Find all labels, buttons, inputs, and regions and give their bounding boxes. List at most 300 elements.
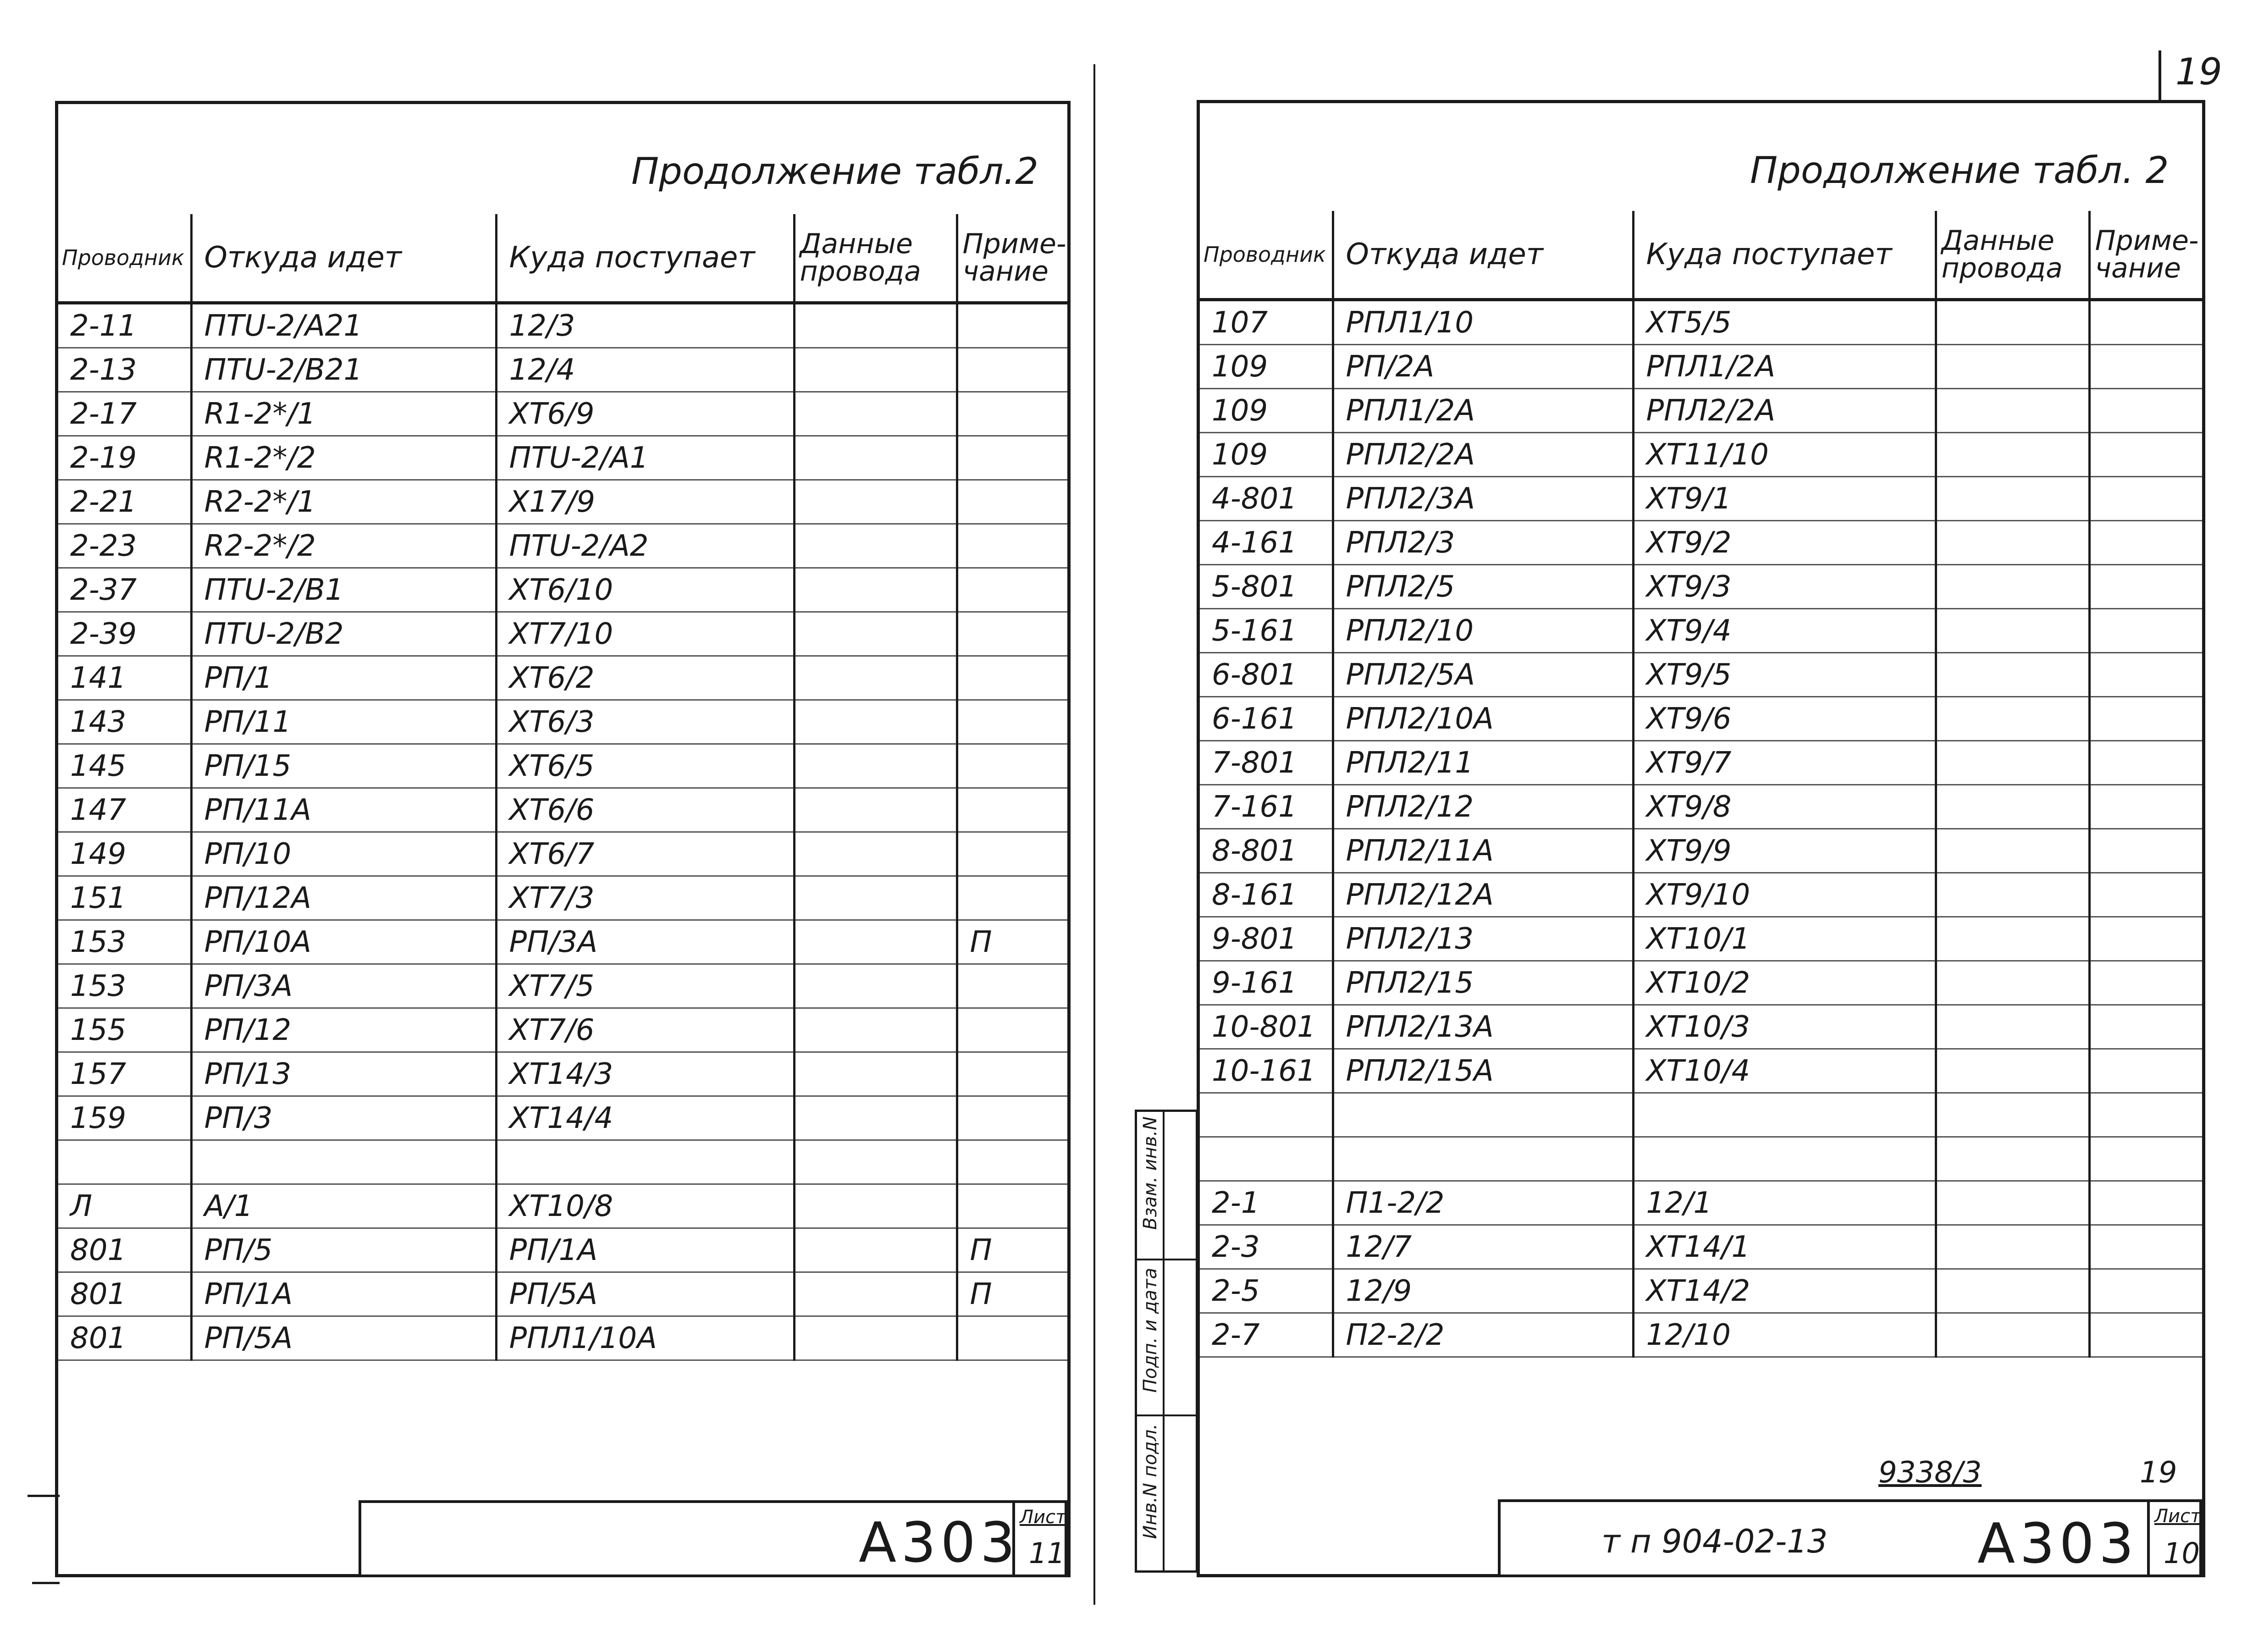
table-row <box>1200 1313 2202 1357</box>
cell-conductor: 2-3 <box>1200 1225 1333 1269</box>
cell-note <box>957 876 1067 920</box>
cell-conductor: 159 <box>58 1096 191 1140</box>
right-stamp-code: А303 <box>1977 1512 2139 1576</box>
table-row <box>1200 741 2202 785</box>
cell-from: ПТU-2/В2 <box>191 612 496 656</box>
cell-to: ХТ10/1 <box>1633 917 1936 961</box>
cell-note <box>2089 1181 2202 1225</box>
left-stamp-code: А303 <box>859 1511 1020 1575</box>
table-row <box>58 1184 1067 1228</box>
cell-to: 12/1 <box>1633 1181 1936 1225</box>
table-row <box>1200 785 2202 829</box>
table-row <box>58 1008 1067 1052</box>
margin-label-signature: Подп. и дата <box>1140 1268 1161 1393</box>
margin-divider <box>1137 1414 1196 1416</box>
cell-conductor: 2-5 <box>1200 1269 1333 1313</box>
cell-from: РП/3А <box>191 964 496 1008</box>
cell-conductor: 155 <box>58 1008 191 1052</box>
cell-note <box>957 348 1067 392</box>
cell-conductor: 801 <box>58 1272 191 1316</box>
table-row <box>58 1052 1067 1096</box>
table-row <box>58 348 1067 392</box>
cell-to: ПТU-2/А2 <box>496 524 794 568</box>
fold-line <box>1093 64 1095 1605</box>
table-row <box>58 480 1067 524</box>
cell-to: ХТ14/1 <box>1633 1225 1936 1269</box>
cell-note <box>957 480 1067 524</box>
cell-from: П1-2/2 <box>1333 1181 1633 1225</box>
cell-from: РПЛ2/15 <box>1333 961 1633 1005</box>
left-sheet-label: Лист <box>1020 1507 1066 1528</box>
cell-note <box>2089 829 2202 873</box>
table-header-row <box>58 214 1067 303</box>
cell-to: ХТ10/3 <box>1633 1005 1936 1049</box>
cell-conductor: 2-21 <box>58 480 191 524</box>
cell-wire-data <box>794 920 957 964</box>
cell-wire-data <box>794 392 957 436</box>
cell-to <box>1633 1137 1936 1181</box>
cell-conductor: 153 <box>58 964 191 1008</box>
cell-from: РП/1А <box>191 1272 496 1316</box>
cell-wire-data <box>794 303 957 348</box>
cell-note: П <box>957 1272 1067 1316</box>
table-row <box>1200 609 2202 653</box>
table-row <box>1200 873 2202 917</box>
table-row <box>1200 697 2202 741</box>
cell-conductor: 7-801 <box>1200 741 1333 785</box>
project-number: т п 904-02-13 <box>1601 1523 1828 1560</box>
cell-wire-data <box>794 568 957 612</box>
header-from: Откуда идет <box>191 214 496 303</box>
cell-to: ХТ14/4 <box>496 1096 794 1140</box>
table-row <box>58 1272 1067 1316</box>
cell-wire-data <box>794 1052 957 1096</box>
cell-from: РПЛ2/3А <box>1333 477 1633 521</box>
cell-from: РП/15 <box>191 744 496 788</box>
cell-wire-data <box>1936 1225 2089 1269</box>
cell-from: РПЛ2/10 <box>1333 609 1633 653</box>
cell-note <box>957 612 1067 656</box>
cell-wire-data <box>1936 345 2089 389</box>
cell-from: ПТU-2/В21 <box>191 348 496 392</box>
cell-conductor: 2-39 <box>58 612 191 656</box>
table-row <box>58 1096 1067 1140</box>
margin-tick <box>32 1582 60 1584</box>
cell-conductor: 109 <box>1200 345 1333 389</box>
cell-from: РП/3 <box>191 1096 496 1140</box>
cell-wire-data <box>1936 1005 2089 1049</box>
cell-from: РП/2А <box>1333 345 1633 389</box>
cell-conductor: 7-161 <box>1200 785 1333 829</box>
cell-from: РПЛ1/2А <box>1333 389 1633 433</box>
left-wire-table <box>58 214 1067 1361</box>
cell-to: РП/5А <box>496 1272 794 1316</box>
cell-note <box>2089 697 2202 741</box>
cell-wire-data <box>1936 1269 2089 1313</box>
table-row <box>58 1228 1067 1272</box>
cell-to: ХТ9/9 <box>1633 829 1936 873</box>
table-row <box>58 1140 1067 1184</box>
cell-to: 12/4 <box>496 348 794 392</box>
table-row <box>1200 1005 2202 1049</box>
cell-note <box>2089 961 2202 1005</box>
right-sheet-label: Лист <box>2154 1506 2201 1527</box>
cell-conductor: 10-161 <box>1200 1049 1333 1093</box>
cell-note <box>2089 565 2202 609</box>
cell-note <box>2089 300 2202 345</box>
cell-wire-data <box>1936 697 2089 741</box>
cell-note <box>957 524 1067 568</box>
table-row <box>1200 565 2202 609</box>
right-table-body <box>1200 300 2202 1357</box>
cell-wire-data <box>1936 1137 2089 1181</box>
cell-from: РП/10 <box>191 832 496 876</box>
cell-conductor: 2-19 <box>58 436 191 480</box>
cell-from: РПЛ2/13А <box>1333 1005 1633 1049</box>
header-conductor: Проводник <box>1200 211 1333 300</box>
cell-conductor: 2-1 <box>1200 1181 1333 1225</box>
cell-note <box>957 1184 1067 1228</box>
cell-from: R1-2*/2 <box>191 436 496 480</box>
page-number-rule <box>2159 50 2161 101</box>
cell-conductor: 8-801 <box>1200 829 1333 873</box>
cell-note <box>2089 389 2202 433</box>
cell-to: ХТ9/8 <box>1633 785 1936 829</box>
cell-note <box>2089 345 2202 389</box>
cell-wire-data <box>794 480 957 524</box>
cell-wire-data <box>1936 1049 2089 1093</box>
cell-to: ХТ14/2 <box>1633 1269 1936 1313</box>
right-table-title: Продолжение табл. 2 <box>1750 149 2169 192</box>
cell-wire-data <box>1936 433 2089 477</box>
left-sheet <box>55 101 1071 1577</box>
cell-conductor: 9-161 <box>1200 961 1333 1005</box>
cell-conductor: 151 <box>58 876 191 920</box>
left-sheet-number: 11 <box>1029 1536 1065 1570</box>
right-sheet-box <box>2147 1502 2202 1575</box>
cell-from: РП/11 <box>191 700 496 744</box>
cell-wire-data <box>1936 477 2089 521</box>
cell-note <box>2089 741 2202 785</box>
cell-wire-data <box>794 964 957 1008</box>
cell-from: РПЛ2/5А <box>1333 653 1633 697</box>
cell-conductor: 147 <box>58 788 191 832</box>
cell-wire-data <box>794 876 957 920</box>
table-row <box>1200 389 2202 433</box>
cell-wire-data <box>794 524 957 568</box>
cell-wire-data <box>794 1184 957 1228</box>
cell-note <box>957 1052 1067 1096</box>
cell-from: РП/12А <box>191 876 496 920</box>
cell-note <box>957 656 1067 700</box>
cell-to: ХТ9/4 <box>1633 609 1936 653</box>
table-row <box>1200 477 2202 521</box>
cell-note <box>2089 1225 2202 1269</box>
cell-wire-data <box>1936 521 2089 565</box>
cell-wire-data <box>1936 1181 2089 1225</box>
table-row <box>58 876 1067 920</box>
cell-wire-data <box>794 744 957 788</box>
cell-from <box>1333 1093 1633 1137</box>
table-row <box>1200 653 2202 697</box>
cell-conductor: 9-801 <box>1200 917 1333 961</box>
doc-sheet: 19 <box>2140 1456 2177 1490</box>
cell-to: ХТ9/5 <box>1633 653 1936 697</box>
cell-note <box>2089 609 2202 653</box>
cell-wire-data <box>1936 829 2089 873</box>
table-row <box>1200 1225 2202 1269</box>
cell-conductor: 145 <box>58 744 191 788</box>
cell-to: ХТ9/10 <box>1633 873 1936 917</box>
cell-wire-data <box>1936 917 2089 961</box>
table-row <box>58 656 1067 700</box>
right-title-block <box>1498 1499 2202 1577</box>
cell-conductor: 5-161 <box>1200 609 1333 653</box>
cell-from: РПЛ2/2А <box>1333 433 1633 477</box>
cell-to <box>1633 1093 1936 1137</box>
cell-wire-data <box>1936 1093 2089 1137</box>
cell-conductor: 2-7 <box>1200 1313 1333 1357</box>
cell-note <box>957 744 1067 788</box>
cell-note <box>2089 1269 2202 1313</box>
cell-conductor <box>1200 1137 1333 1181</box>
cell-wire-data <box>794 348 957 392</box>
margin-tick <box>28 1495 60 1497</box>
page-number: 19 <box>2175 50 2222 93</box>
right-sheet <box>1197 100 2205 1577</box>
cell-to: ХТ6/7 <box>496 832 794 876</box>
cell-conductor: 109 <box>1200 389 1333 433</box>
cell-from: РПЛ1/10 <box>1333 300 1633 345</box>
cell-note <box>2089 785 2202 829</box>
cell-conductor: 6-161 <box>1200 697 1333 741</box>
cell-wire-data <box>794 700 957 744</box>
left-table-title: Продолжение табл.2 <box>631 150 1038 193</box>
cell-from: РП/1 <box>191 656 496 700</box>
cell-from <box>1333 1137 1633 1181</box>
cell-conductor: Л <box>58 1184 191 1228</box>
cell-note <box>2089 433 2202 477</box>
cell-conductor: 143 <box>58 700 191 744</box>
cell-note <box>2089 1005 2202 1049</box>
margin-divider <box>1137 1259 1196 1260</box>
cell-from <box>191 1140 496 1184</box>
cell-note <box>957 1008 1067 1052</box>
table-row <box>1200 1137 2202 1181</box>
cell-to: РПЛ1/2А <box>1633 345 1936 389</box>
cell-wire-data <box>1936 565 2089 609</box>
header-wire-data: Данные провода <box>1936 211 2089 300</box>
cell-note <box>2089 1093 2202 1137</box>
cell-to: ХТ10/2 <box>1633 961 1936 1005</box>
cell-conductor: 2-17 <box>58 392 191 436</box>
cell-from: П2-2/2 <box>1333 1313 1633 1357</box>
table-row <box>58 303 1067 348</box>
cell-conductor: 107 <box>1200 300 1333 345</box>
cell-to: ХТ9/3 <box>1633 565 1936 609</box>
cell-note <box>957 788 1067 832</box>
table-row <box>1200 433 2202 477</box>
table-header-row <box>1200 211 2202 300</box>
cell-to: Х17/9 <box>496 480 794 524</box>
cell-to: ХТ6/5 <box>496 744 794 788</box>
table-row <box>1200 917 2202 961</box>
cell-conductor: 149 <box>58 832 191 876</box>
cell-conductor: 141 <box>58 656 191 700</box>
right-sheet-number: 10 <box>2164 1536 2200 1570</box>
table-row <box>58 964 1067 1008</box>
cell-note <box>2089 1049 2202 1093</box>
table-row <box>1200 1093 2202 1137</box>
table-row <box>58 392 1067 436</box>
table-row <box>1200 521 2202 565</box>
table-row <box>58 832 1067 876</box>
table-row <box>1200 1181 2202 1225</box>
cell-from: РП/5 <box>191 1228 496 1272</box>
cell-note: П <box>957 920 1067 964</box>
cell-wire-data <box>794 1140 957 1184</box>
cell-conductor: 153 <box>58 920 191 964</box>
margin-label-replaced: Взам. инв.N <box>1140 1116 1161 1230</box>
cell-wire-data <box>794 832 957 876</box>
cell-wire-data <box>1936 609 2089 653</box>
table-row <box>58 788 1067 832</box>
cell-to: 12/10 <box>1633 1313 1936 1357</box>
cell-note <box>2089 917 2202 961</box>
cell-to: ХТ7/5 <box>496 964 794 1008</box>
cell-wire-data <box>1936 873 2089 917</box>
table-row <box>58 524 1067 568</box>
cell-note <box>2089 653 2202 697</box>
cell-from: РП/13 <box>191 1052 496 1096</box>
right-wire-table <box>1200 211 2202 1358</box>
cell-to <box>496 1140 794 1184</box>
cell-wire-data <box>794 1008 957 1052</box>
cell-from: 12/9 <box>1333 1269 1633 1313</box>
cell-to: ХТ6/10 <box>496 568 794 612</box>
margin-label-inventory: Инв.N подл. <box>1140 1424 1161 1539</box>
table-row <box>58 568 1067 612</box>
table-row <box>1200 1049 2202 1093</box>
table-row <box>1200 829 2202 873</box>
cell-conductor: 4-801 <box>1200 477 1333 521</box>
cell-from: РПЛ2/11 <box>1333 741 1633 785</box>
cell-to: ХТ6/3 <box>496 700 794 744</box>
cell-conductor: 2-23 <box>58 524 191 568</box>
cell-conductor: 157 <box>58 1052 191 1096</box>
cell-note <box>957 1316 1067 1360</box>
table-row <box>58 920 1067 964</box>
cell-from: РПЛ2/10А <box>1333 697 1633 741</box>
cell-wire-data <box>794 1316 957 1360</box>
cell-to: ХТ10/4 <box>1633 1049 1936 1093</box>
cell-to: ХТ14/3 <box>496 1052 794 1096</box>
table-row <box>1200 1269 2202 1313</box>
left-table-body <box>58 303 1067 1360</box>
table-row <box>58 612 1067 656</box>
margin-stamp-strip <box>1135 1110 1198 1573</box>
cell-from: R2-2*/1 <box>191 480 496 524</box>
cell-from: РПЛ2/12 <box>1333 785 1633 829</box>
table-row <box>58 744 1067 788</box>
cell-wire-data <box>794 612 957 656</box>
cell-to: РП/3А <box>496 920 794 964</box>
cell-note <box>957 392 1067 436</box>
cell-conductor <box>1200 1093 1333 1137</box>
cell-from: ПТU-2/А21 <box>191 303 496 348</box>
header-conductor: Проводник <box>58 214 191 303</box>
cell-note <box>2089 1313 2202 1357</box>
cell-note <box>2089 873 2202 917</box>
table-row <box>1200 345 2202 389</box>
cell-to: ХТ9/2 <box>1633 521 1936 565</box>
cell-to: ХТ9/6 <box>1633 697 1936 741</box>
cell-note: П <box>957 1228 1067 1272</box>
table-row <box>1200 300 2202 345</box>
cell-conductor: 8-161 <box>1200 873 1333 917</box>
cell-wire-data <box>794 1228 957 1272</box>
cell-wire-data <box>1936 741 2089 785</box>
header-note: Приме-чание <box>2089 211 2202 300</box>
table-row <box>58 700 1067 744</box>
cell-conductor: 6-801 <box>1200 653 1333 697</box>
cell-wire-data <box>794 788 957 832</box>
cell-conductor: 801 <box>58 1316 191 1360</box>
table-row <box>58 436 1067 480</box>
cell-to: ХТ7/10 <box>496 612 794 656</box>
left-title-block <box>359 1500 1067 1577</box>
cell-wire-data <box>1936 1313 2089 1357</box>
header-to: Куда поступает <box>1633 211 1936 300</box>
cell-conductor: 2-13 <box>58 348 191 392</box>
cell-from: РПЛ2/15А <box>1333 1049 1633 1093</box>
cell-wire-data <box>794 436 957 480</box>
cell-from: А/1 <box>191 1184 496 1228</box>
cell-from: R2-2*/2 <box>191 524 496 568</box>
cell-note <box>2089 521 2202 565</box>
cell-from: 12/7 <box>1333 1225 1633 1269</box>
cell-wire-data <box>1936 961 2089 1005</box>
cell-conductor: 109 <box>1200 433 1333 477</box>
cell-wire-data <box>794 1272 957 1316</box>
cell-from: РП/5А <box>191 1316 496 1360</box>
cell-wire-data <box>1936 389 2089 433</box>
cell-to: 12/3 <box>496 303 794 348</box>
cell-to: ХТ9/1 <box>1633 477 1936 521</box>
cell-to: ХТ7/6 <box>496 1008 794 1052</box>
cell-to: ХТ5/5 <box>1633 300 1936 345</box>
cell-to: ХТ6/2 <box>496 656 794 700</box>
table-row <box>58 1316 1067 1360</box>
cell-note <box>957 436 1067 480</box>
cell-conductor: 5-801 <box>1200 565 1333 609</box>
cell-wire-data <box>1936 785 2089 829</box>
cell-note <box>957 1096 1067 1140</box>
cell-from: ПТU-2/В1 <box>191 568 496 612</box>
cell-note <box>957 964 1067 1008</box>
cell-from: РПЛ2/3 <box>1333 521 1633 565</box>
cell-from: РП/12 <box>191 1008 496 1052</box>
cell-conductor: 2-37 <box>58 568 191 612</box>
cell-note <box>2089 1137 2202 1181</box>
header-from: Откуда идет <box>1333 211 1633 300</box>
cell-from: РПЛ2/12А <box>1333 873 1633 917</box>
cell-to: ХТ6/6 <box>496 788 794 832</box>
table-row <box>1200 961 2202 1005</box>
header-to: Куда поступает <box>496 214 794 303</box>
cell-note <box>957 1140 1067 1184</box>
cell-from: РП/10А <box>191 920 496 964</box>
